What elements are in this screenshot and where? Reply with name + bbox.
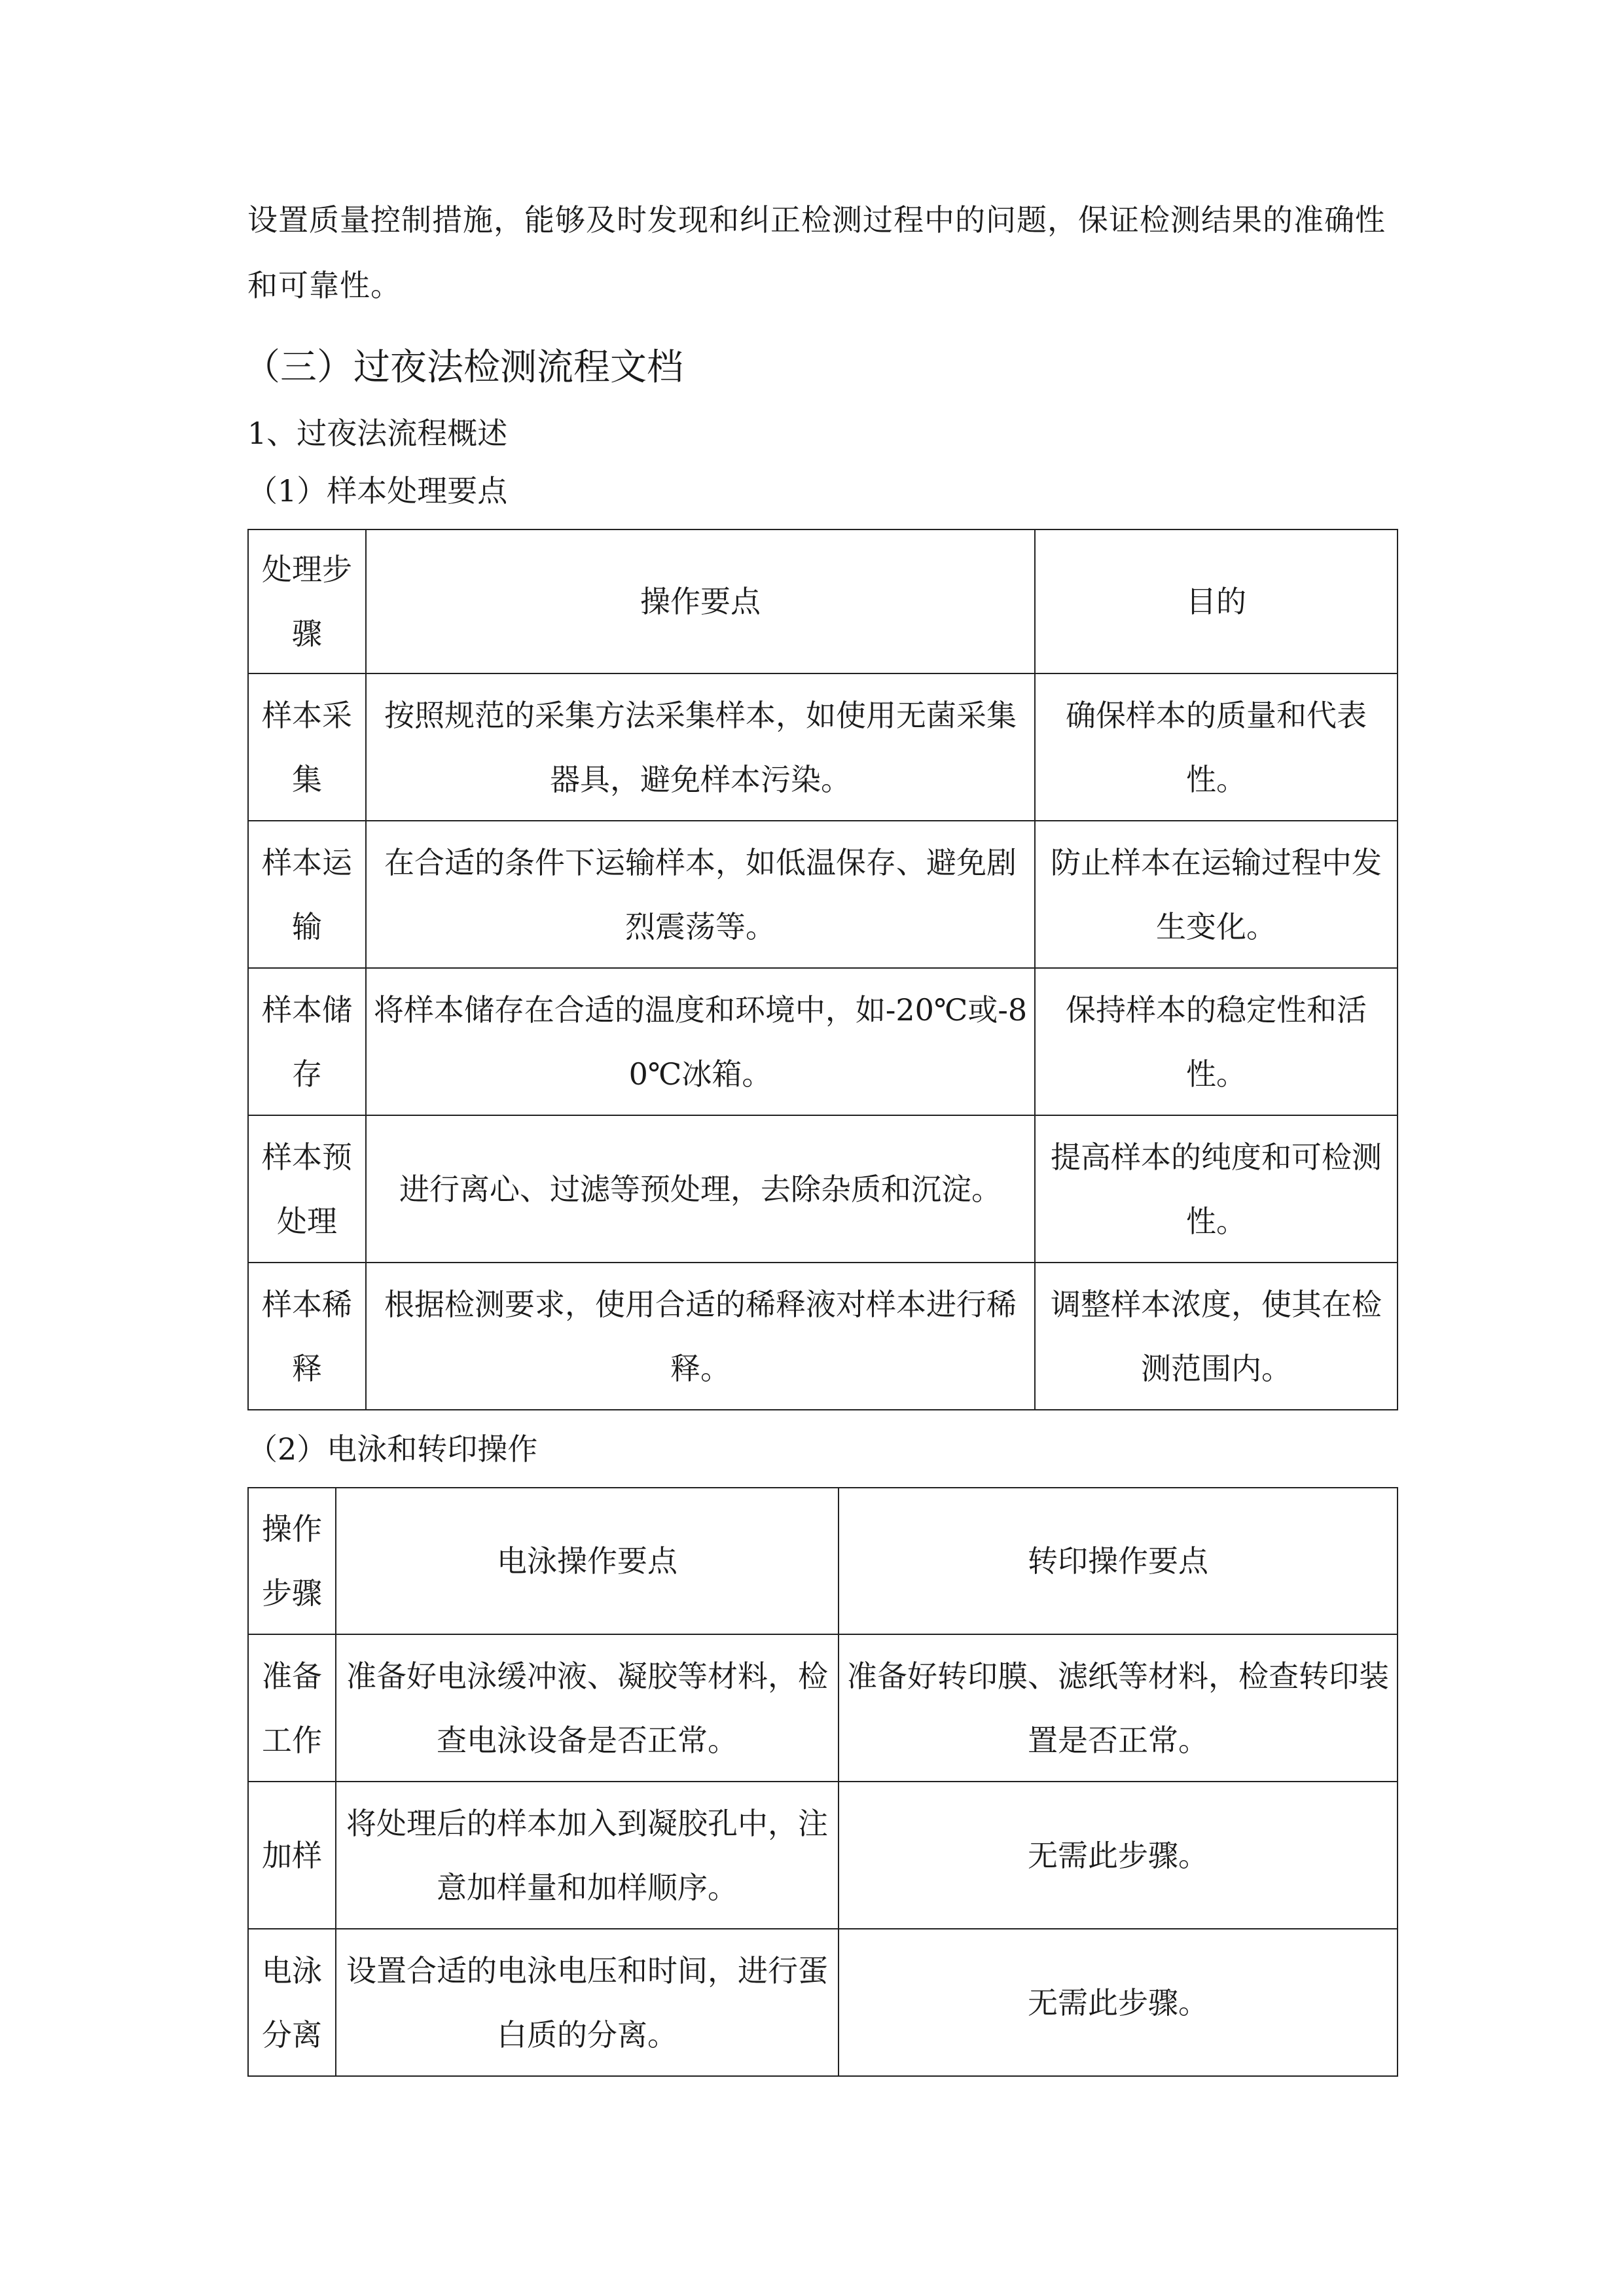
- header-cell-step: 操作步骤: [248, 1488, 336, 1634]
- electrophoresis-cell: 将处理后的样本加入到凝胶孔中，注意加样量和加样顺序。: [336, 1782, 839, 1929]
- transfer-cell: 无需此步骤。: [839, 1782, 1398, 1929]
- table-row: [248, 1782, 1398, 1929]
- subsection-heading: 1、过夜法流程概述: [247, 416, 508, 451]
- header-cell-purpose: 目的: [1035, 529, 1398, 673]
- table-row: [248, 1634, 1398, 1782]
- step-cell: 样本储存: [248, 968, 366, 1115]
- operation-cell: 进行离心、过滤等预处理，去除杂质和沉淀。: [366, 1115, 1035, 1263]
- electrophoresis-cell: 设置合适的电泳电压和时间，进行蛋白质的分离。: [336, 1929, 839, 2076]
- header-cell-electrophoresis: 电泳操作要点: [336, 1488, 839, 1634]
- operation-cell: 按照规范的采集方法采集样本，如使用无菌采集器具，避免样本污染。: [366, 673, 1035, 821]
- operation-cell: 在合适的条件下运输样本，如低温保存、避免剧烈震荡等。: [366, 821, 1035, 968]
- purpose-cell: 调整样本浓度，使其在检测范围内。: [1035, 1263, 1398, 1410]
- table-row: [248, 1115, 1398, 1263]
- header-cell-step: 处理步骤: [248, 529, 366, 673]
- section-title: （三）过夜法检测流程文档: [244, 346, 683, 389]
- table-row: [248, 821, 1398, 968]
- step-cell: 样本采集: [248, 673, 366, 821]
- operation-cell: 将样本储存在合适的温度和环境中，如-20℃或-80℃冰箱。: [366, 968, 1035, 1115]
- table-header-row: [248, 529, 1398, 673]
- step-cell: 准备工作: [248, 1634, 336, 1782]
- table-row: [248, 1263, 1398, 1410]
- header-cell-transfer: 转印操作要点: [839, 1488, 1398, 1634]
- electrophoresis-cell: 准备好电泳缓冲液、凝胶等材料，检查电泳设备是否正常。: [336, 1634, 839, 1782]
- step-cell: 加样: [248, 1782, 336, 1929]
- step-cell: 电泳分离: [248, 1929, 336, 2076]
- purpose-cell: 防止样本在运输过程中发生变化。: [1035, 821, 1398, 968]
- electrophoresis-transfer-table: [247, 1487, 1398, 2077]
- purpose-cell: 提高样本的纯度和可检测性。: [1035, 1115, 1398, 1263]
- electrophoresis-heading: （2）电泳和转印操作: [247, 1431, 538, 1467]
- transfer-cell: 无需此步骤。: [839, 1929, 1398, 2076]
- step-cell: 样本预处理: [248, 1115, 366, 1263]
- step-cell: 样本稀释: [248, 1263, 366, 1410]
- table-row: [248, 968, 1398, 1115]
- intro-paragraph: 设置质量控制措施，能够及时发现和纠正检测过程中的问题，保证检测结果的准确性和可靠性。: [247, 202, 1386, 303]
- table-row: [248, 1929, 1398, 2076]
- operation-cell: 根据检测要求，使用合适的稀释液对样本进行稀释。: [366, 1263, 1035, 1410]
- purpose-cell: 确保样本的质量和代表性。: [1035, 673, 1398, 821]
- sample-processing-table: [247, 529, 1398, 1410]
- purpose-cell: 保持样本的稳定性和活性。: [1035, 968, 1398, 1115]
- table-row: [248, 673, 1398, 821]
- step-cell: 样本运输: [248, 821, 366, 968]
- header-cell-operation: 操作要点: [366, 529, 1035, 673]
- sample-processing-heading: （1）样本处理要点: [247, 473, 508, 509]
- transfer-cell: 准备好转印膜、滤纸等材料，检查转印装置是否正常。: [839, 1634, 1398, 1782]
- table-header-row: [248, 1488, 1398, 1634]
